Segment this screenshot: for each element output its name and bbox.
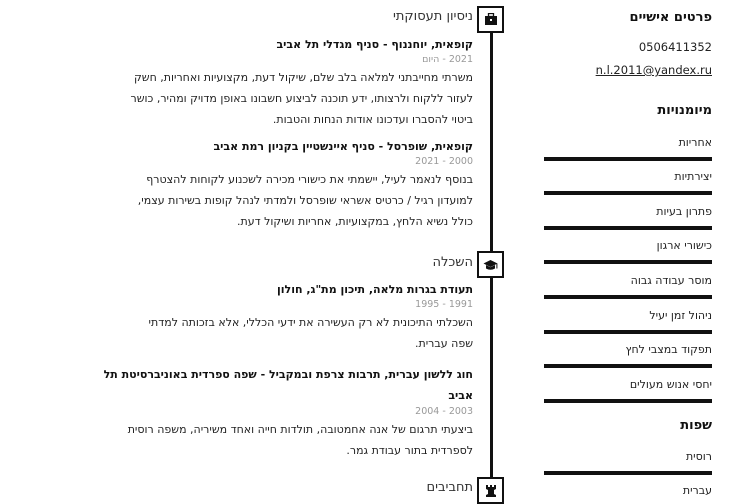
skill-label: כישורי ארגון [656,239,712,252]
skill-label: מוסר עבודה גבוה [630,274,712,287]
skill-item [544,309,712,334]
email-link[interactable]: n.l.2011@yandex.ru [595,63,712,77]
education-title-line: אביב [448,389,473,402]
education-title: תעודת בגרות מלאה, תיכון מת"ג, חולון [276,283,473,296]
education-description [63,312,473,354]
experience-section-title: ניסיון תעסוקתי [392,9,473,24]
job-description [63,67,473,130]
skill-bar [544,157,712,161]
education-title [63,364,473,406]
language-label: רוסית [685,450,712,463]
job-description-line: למועדון רגיל / כרטיס אשראי שופרסל ולמדתי לנהל קופות בשירות עצמי, [137,194,473,207]
skill-bar [544,191,712,195]
job-description-line: משרתי מחייבתני למלאה בלב שלם, שיקול דעת, מקצועיות ואחריות, חשק [134,71,473,84]
skill-label: יחסי אנוש מעולים [629,378,712,391]
job-description-line: כולל נשיא הלחץ, במקצועיות, אחריות ושיקול דעת. [237,215,473,228]
resume-paper [18,0,730,500]
skills-section-title: מיומנויות [657,103,712,118]
personal-section-title: פרטים אישיים [629,10,712,25]
job-date: 2021 - היום [422,54,473,65]
job-entry [63,38,473,130]
skill-bar [544,364,712,368]
skill-bar [544,399,712,403]
skill-item [544,170,712,195]
skill-label: אחריות [678,136,712,149]
skill-item [544,274,712,299]
skill-label: פתרון בעיות [656,205,712,218]
education-description [63,419,473,461]
job-description-line: לעזור ללקוח ולרצותו, ידע תוכנה לביצוע חשבונו באופן מדויק ומהיר, כושר [130,92,473,105]
skill-bar [544,295,712,299]
skill-item [544,343,712,368]
job-description-line: בנוסף לנאמר לעיל, יישמתי את כישורי מכירה לשכנוע לקוחות להצטרף [146,173,473,186]
education-date: 1991 - 1995 [415,299,473,310]
job-title: קופאית, שופרסל - סניף איינשטיין בקניון רמת אביב [213,140,473,153]
job-description-line: ביטוי להסברו ועדכונו אודות הנחות והטבות. [272,113,473,126]
language-bar [544,471,712,475]
education-entry [63,283,473,354]
skill-bar [544,226,712,230]
skill-bar [544,260,712,264]
skill-label: תפקוד במצבי לחץ [625,343,712,356]
education-section-title: השכלה [432,255,473,270]
job-description [63,169,473,232]
education-description-line: ביצעתי תרגום של אנה אחמטובה, תולדות חייה ואחד משיריה, משפה רוסית [127,423,473,436]
skill-item [544,378,712,403]
education-title-line: חוג ללשון עברית, תרבות צרפת ובמקביל - שפה ספרדית באוניברסיטת תל [103,368,473,381]
job-entry [63,140,473,232]
skill-bar [544,330,712,334]
language-item [544,450,712,475]
language-item [544,484,712,497]
job-title: קופאית, יוחננוף - סניף מגדלי תל אביב [276,38,473,51]
timeline [490,20,493,500]
skill-item [544,136,712,161]
education-description-line: השכלתי התיכונית לא רק העשירה את ידעי הכללי, אלא בזכותה למדתי [148,316,473,329]
job-date: 2000 - 2021 [415,156,473,167]
education-description-line: לספרדית בתור עבודת גמר. [346,444,473,457]
language-label: עברית [682,484,712,497]
skill-label: ניהול זמן יעיל [649,309,712,322]
skill-item [544,205,712,230]
languages-section-title: שפות [680,418,712,433]
hobbies-section-title: תחביבים [426,480,473,495]
phone-number: 0506411352 [638,40,712,54]
graduation-cap-icon [477,251,504,278]
education-description-line: שפה עברית. [415,337,473,350]
briefcase-icon [477,6,504,33]
education-entry [63,364,473,461]
skill-item [544,239,712,264]
skill-label: יצירתיות [674,170,712,183]
education-date: 2003 - 2004 [415,406,473,417]
